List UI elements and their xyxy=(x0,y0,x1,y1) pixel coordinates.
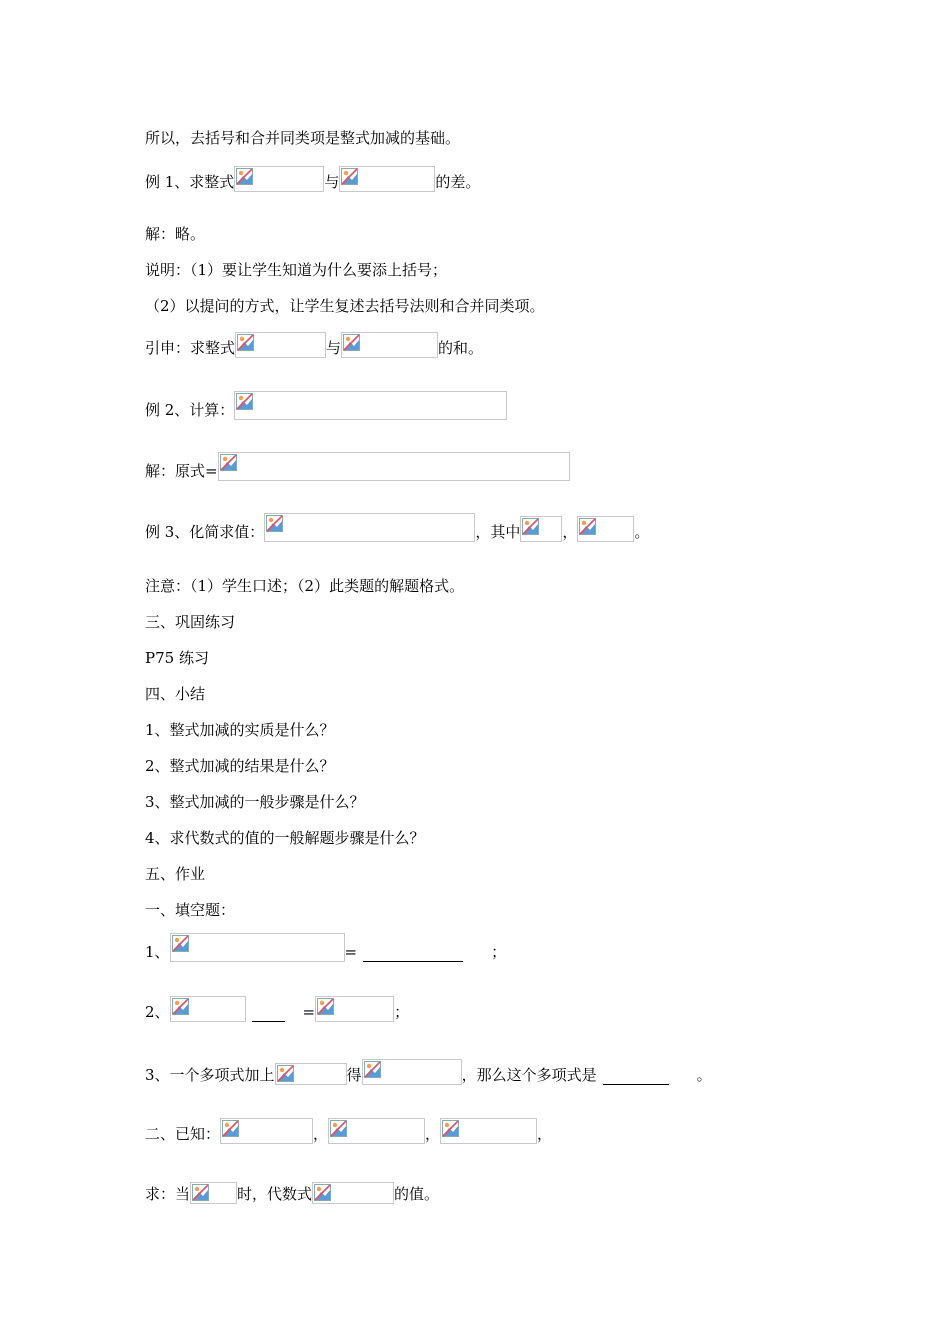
formula-image-placeholder xyxy=(264,513,475,542)
line-text: 例 3、化简求值： xyxy=(145,523,265,541)
text-line xyxy=(145,214,205,244)
text-line xyxy=(145,162,480,192)
line-text: 解：略。 xyxy=(145,225,206,243)
broken-image-icon xyxy=(172,998,189,1015)
formula-image-placeholder xyxy=(170,996,246,1022)
broken-image-icon xyxy=(220,454,237,471)
formula-image-placeholder xyxy=(520,516,562,542)
line-text: 四、小结 xyxy=(145,685,206,703)
line-text: 说明：（1）要让学生知道为什么要添上括号； xyxy=(145,261,448,279)
answer-blank[interactable] xyxy=(363,945,463,962)
formula-image-placeholder xyxy=(312,1182,394,1204)
broken-image-icon xyxy=(266,515,283,532)
line-text: 的值。 xyxy=(394,1185,440,1203)
text-line xyxy=(145,818,425,848)
text-line xyxy=(145,286,545,316)
text-line xyxy=(145,390,507,420)
line-text: ； xyxy=(491,943,507,961)
line-text: ，那么这个多项式是 xyxy=(461,1066,597,1084)
line-text: P75 练习 xyxy=(145,649,209,667)
line-text: 与 xyxy=(326,339,342,357)
formula-image-placeholder xyxy=(577,516,634,542)
formula-image-placeholder xyxy=(275,1063,347,1085)
text-line xyxy=(145,854,205,884)
line-text: 求：当 xyxy=(145,1185,191,1203)
line-text: ，其中 xyxy=(475,523,521,541)
text-line xyxy=(145,638,209,668)
text-line xyxy=(145,451,570,481)
line-text: ， xyxy=(425,1125,441,1143)
formula-image-placeholder xyxy=(218,452,570,481)
broken-image-icon xyxy=(172,935,189,952)
text-line xyxy=(145,932,506,962)
line-text: 2、整式加减的结果是什么？ xyxy=(145,757,335,775)
formula-image-placeholder xyxy=(315,996,394,1022)
broken-image-icon xyxy=(343,334,360,351)
formula-image-placeholder xyxy=(170,933,345,962)
text-line xyxy=(145,890,235,920)
text-line xyxy=(145,746,335,776)
line-text: 五、作业 xyxy=(145,865,206,883)
broken-image-icon xyxy=(522,518,539,535)
formula-image-placeholder xyxy=(190,1182,237,1204)
line-text: 。 xyxy=(634,523,650,541)
broken-image-icon xyxy=(192,1184,209,1201)
broken-image-icon xyxy=(236,168,253,185)
broken-image-icon xyxy=(222,1120,239,1137)
formula-image-placeholder xyxy=(234,166,324,192)
line-text: 3、整式加减的一般步骤是什么？ xyxy=(145,793,365,811)
line-text: 例 1、求整式 xyxy=(145,173,235,191)
text-line xyxy=(145,250,447,280)
broken-image-icon xyxy=(236,393,253,410)
line-text: 的和。 xyxy=(438,339,484,357)
formula-image-placeholder xyxy=(234,391,507,420)
line-text: 3、一个多项式加上 xyxy=(145,1066,275,1084)
line-text: 注意：（1）学生口述；（2）此类题的解题格式。 xyxy=(145,577,465,595)
formula-image-placeholder xyxy=(362,1059,462,1085)
text-line xyxy=(145,992,409,1022)
broken-image-icon xyxy=(579,518,596,535)
line-text: ， xyxy=(537,1125,553,1143)
broken-image-icon xyxy=(442,1120,459,1137)
text-line xyxy=(145,674,205,704)
text-line xyxy=(145,1055,712,1085)
text-line xyxy=(145,566,464,596)
line-text: 三、巩固练习 xyxy=(145,613,236,631)
line-text: 2、 xyxy=(145,1003,170,1021)
text-line xyxy=(145,1114,552,1144)
text-line xyxy=(145,602,235,632)
text-line xyxy=(145,328,483,358)
line-text: 一、填空题： xyxy=(145,901,236,919)
line-text: ； xyxy=(394,1003,410,1021)
line-text: 1、 xyxy=(145,943,170,961)
line-text: 。 xyxy=(696,1066,712,1084)
formula-image-placeholder xyxy=(328,1118,425,1144)
line-text: 二、已知： xyxy=(145,1125,221,1143)
line-text: = xyxy=(302,1003,316,1021)
text-line xyxy=(145,512,649,542)
broken-image-icon xyxy=(364,1061,381,1078)
line-text: = xyxy=(344,943,358,961)
text-line xyxy=(145,1174,439,1204)
line-text: 与 xyxy=(324,173,340,191)
broken-image-icon xyxy=(237,334,254,351)
line-text: ， xyxy=(562,523,578,541)
formula-image-placeholder xyxy=(440,1118,537,1144)
broken-image-icon xyxy=(317,998,334,1015)
formula-image-placeholder xyxy=(220,1118,313,1144)
line-text: 所以，去括号和合并同类项是整式加减的基础。 xyxy=(145,129,461,147)
line-text: 例 2、计算： xyxy=(145,401,235,419)
text-line xyxy=(145,710,335,740)
answer-blank[interactable] xyxy=(603,1068,669,1085)
formula-image-placeholder xyxy=(341,332,438,358)
line-text: 解：原式= xyxy=(145,462,218,480)
formula-image-placeholder xyxy=(339,166,435,192)
broken-image-icon xyxy=(330,1120,347,1137)
broken-image-icon xyxy=(277,1065,294,1082)
text-line xyxy=(145,118,460,148)
line-text: 引申：求整式 xyxy=(145,339,236,357)
broken-image-icon xyxy=(314,1184,331,1201)
line-text: 的差。 xyxy=(435,173,481,191)
line-text: 得 xyxy=(346,1066,362,1084)
line-text: 4、求代数式的值的一般解题步骤是什么？ xyxy=(145,829,425,847)
line-text: 1、整式加减的实质是什么？ xyxy=(145,721,335,739)
line-text: （2）以提问的方式，让学生复述去括号法则和合并同类项。 xyxy=(145,297,545,315)
line-text: 时，代数式 xyxy=(237,1185,313,1203)
line-text: ， xyxy=(313,1125,329,1143)
answer-blank[interactable] xyxy=(252,1005,285,1022)
broken-image-icon xyxy=(341,168,358,185)
formula-image-placeholder xyxy=(235,332,326,358)
text-line xyxy=(145,782,365,812)
